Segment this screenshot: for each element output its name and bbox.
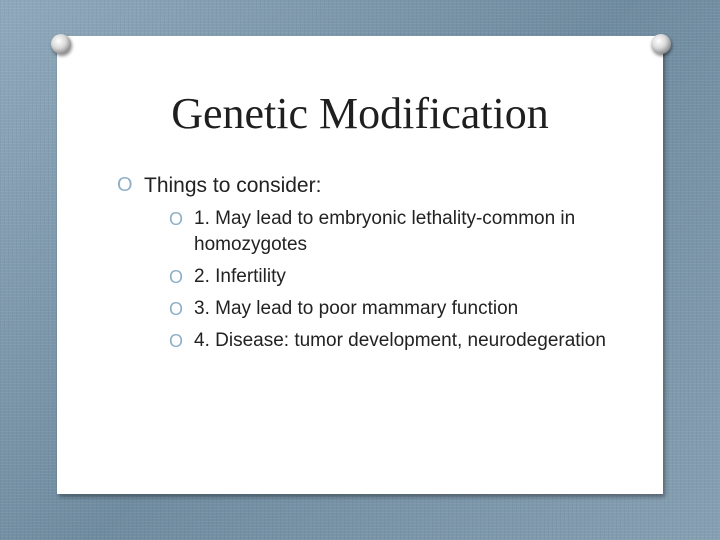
bullet-marker-icon: O xyxy=(117,174,133,196)
sub-bullet-text: 1. May lead to embryonic lethality-common in homozygotes xyxy=(194,208,576,255)
bullet-marker-icon: O xyxy=(169,209,184,229)
sub-bullet-item xyxy=(169,206,637,258)
sub-bullet-text: 4. Disease: tumor development, neurodegeration xyxy=(194,330,606,351)
bullet-marker-icon: O xyxy=(169,299,184,319)
main-bullet-text: Things to consider: xyxy=(144,174,322,197)
bullet-list xyxy=(117,174,637,360)
bullet-marker-icon: O xyxy=(169,267,184,287)
main-bullet xyxy=(117,174,637,198)
sub-bullet-item xyxy=(169,328,637,354)
bullet-marker-icon: O xyxy=(169,331,184,351)
sub-bullet-item xyxy=(169,296,637,322)
pushpin-right-icon xyxy=(651,34,671,54)
slide-title: Genetic Modification xyxy=(171,89,549,138)
sub-bullet-item xyxy=(169,264,637,290)
sub-bullet-text: 2. Infertility xyxy=(194,266,286,287)
sub-bullet-text: 3. May lead to poor mammary function xyxy=(194,298,519,319)
sub-bullet-list xyxy=(169,206,637,354)
pushpin-left-icon xyxy=(51,34,71,54)
